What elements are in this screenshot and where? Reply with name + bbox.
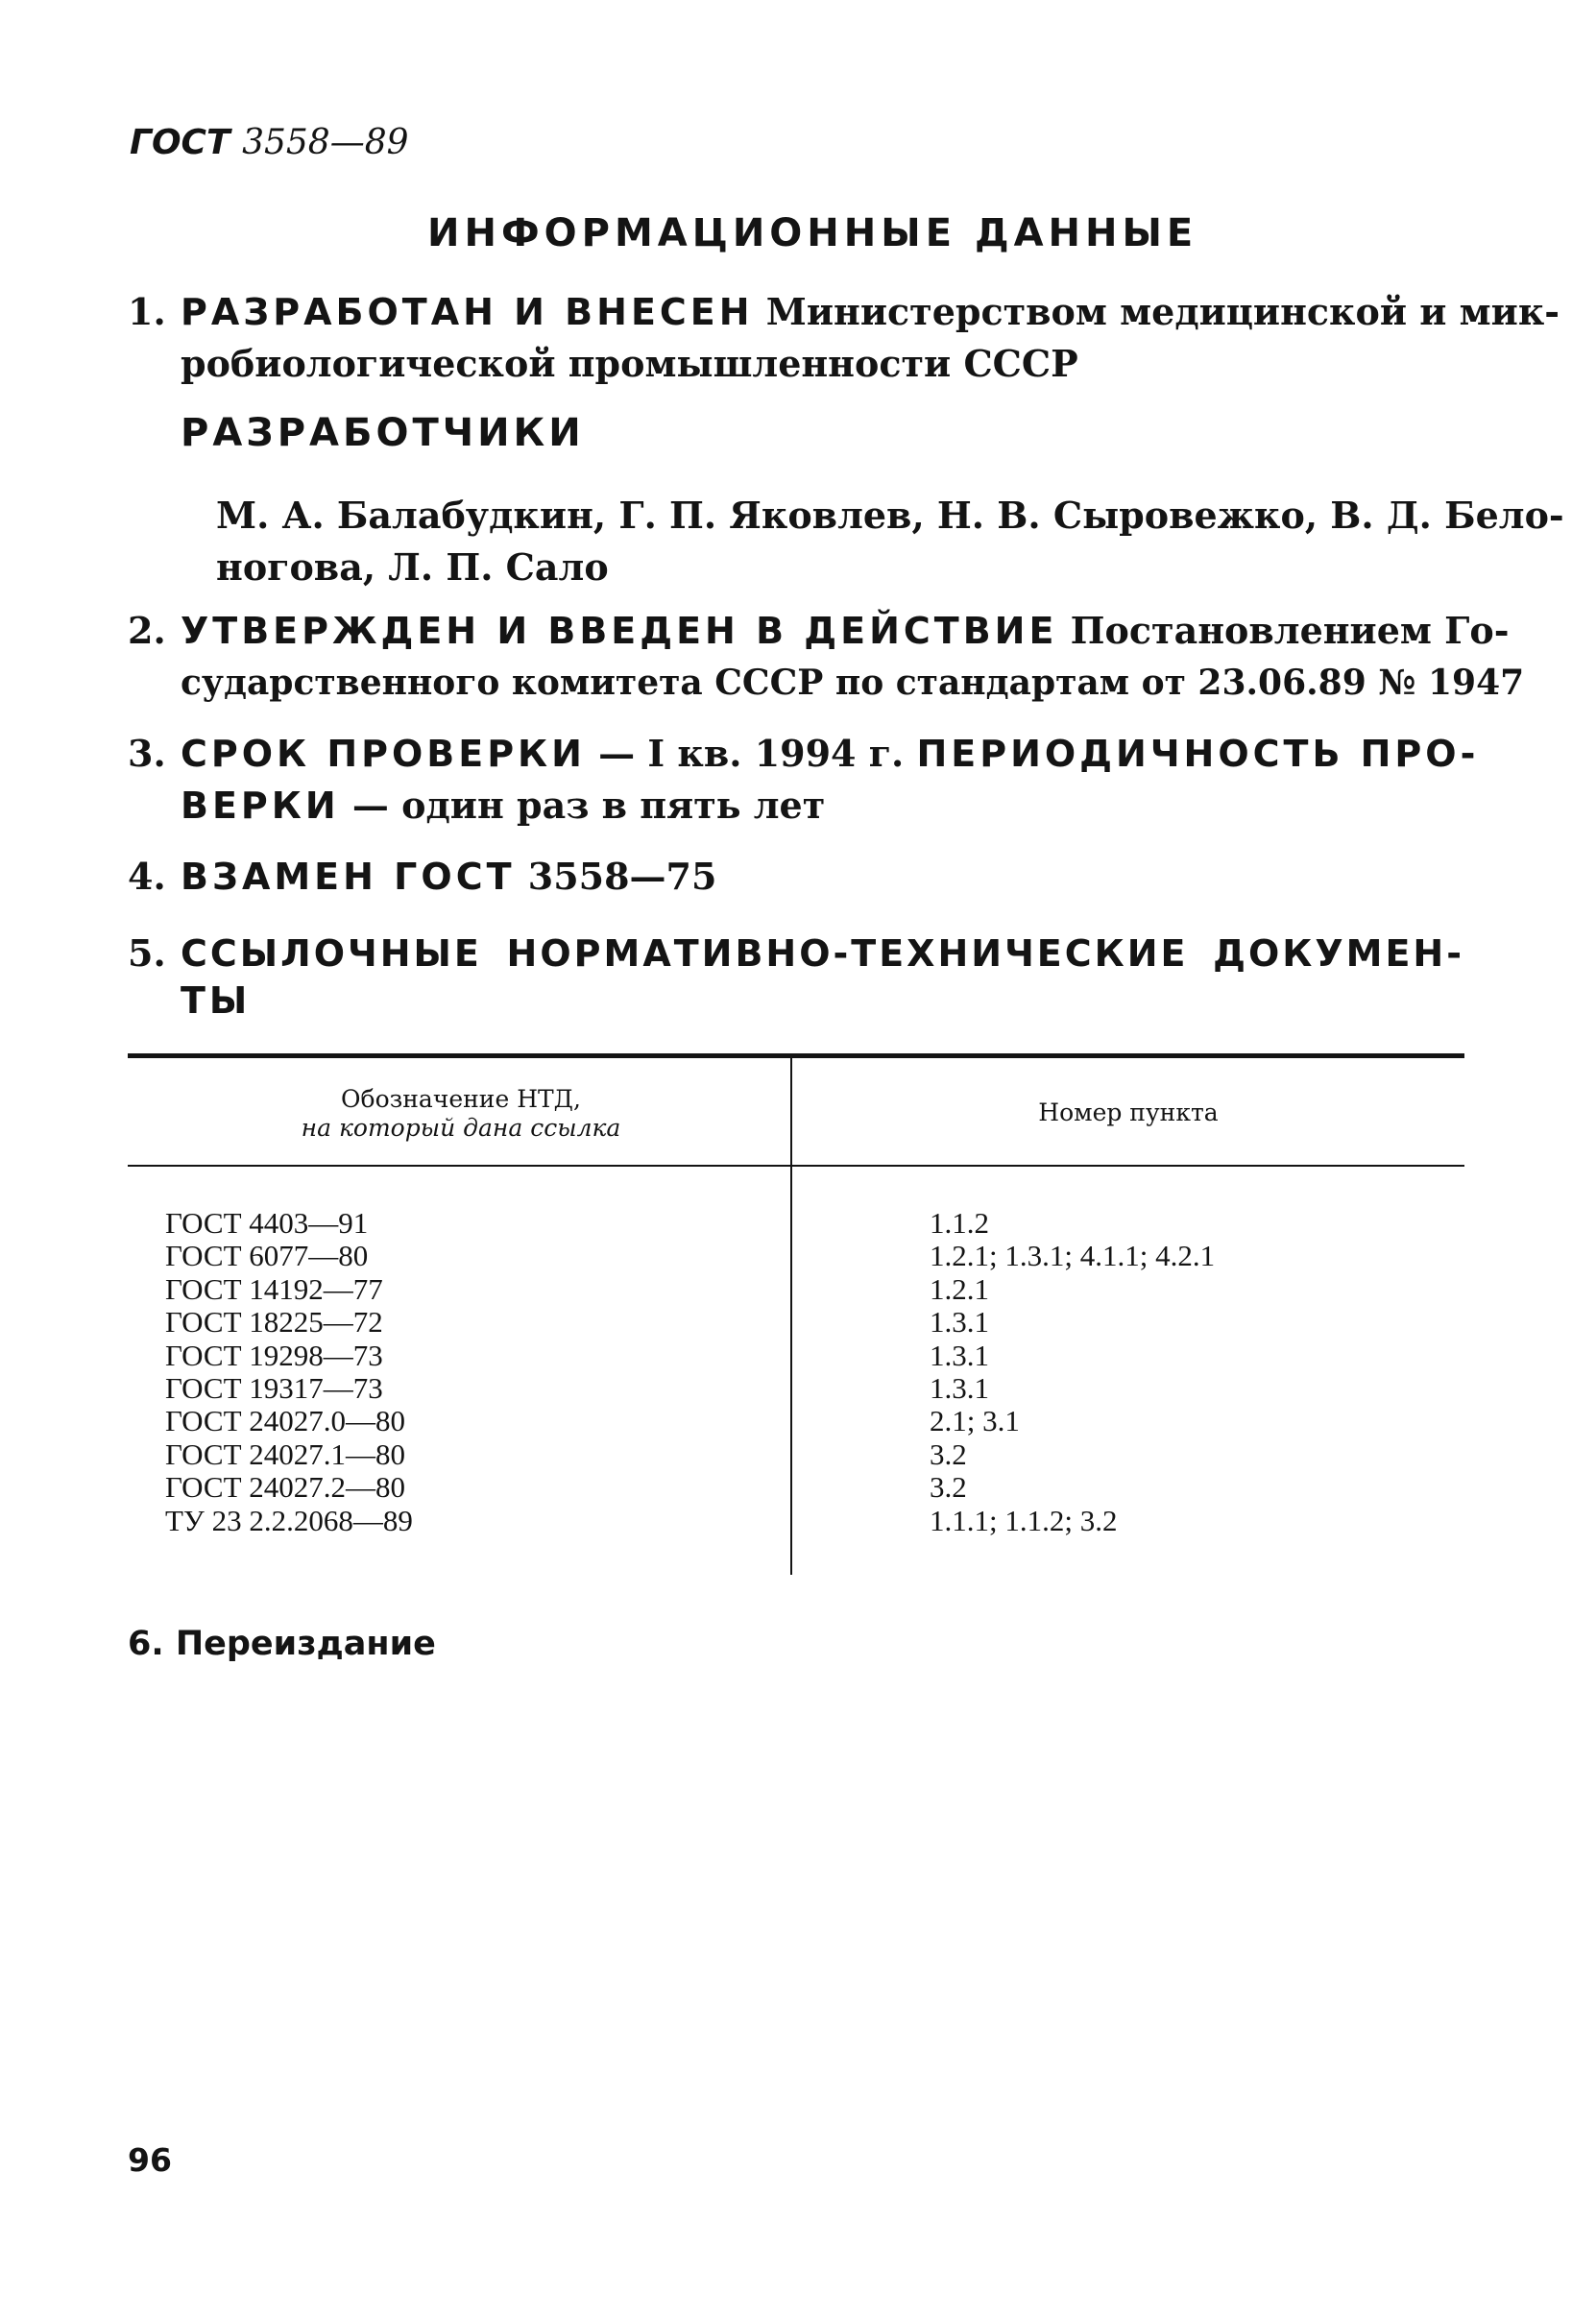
item-text: Министерством медицинской и мик- bbox=[765, 290, 1560, 333]
table-cell-doc: ТУ 23 2.2.2068—89 bbox=[165, 1503, 413, 1537]
item-3 bbox=[128, 728, 1480, 832]
table-cell-doc: ГОСТ 24027.0—80 bbox=[165, 1404, 406, 1438]
item-caps-2: ПЕРИОДИЧНОСТЬ ПРО- bbox=[916, 733, 1480, 775]
table-cell-clause: 3.2 bbox=[930, 1470, 967, 1505]
item-text: Переиздание bbox=[175, 1625, 436, 1663]
table-cell-doc: ГОСТ 4403—91 bbox=[165, 1206, 369, 1240]
item-text-2: — один раз в пять лет bbox=[351, 784, 826, 827]
item-continuation: сударственного комитета СССР по стандартам от 23.06.89 № 1947 bbox=[181, 663, 1525, 703]
item-continuation: робиологической промышленности СССР bbox=[181, 342, 1078, 385]
table-cell-doc: ГОСТ 14192—77 bbox=[165, 1271, 383, 1306]
table-cell-clause: 1.1.1; 1.1.2; 3.2 bbox=[930, 1503, 1118, 1537]
item-6 bbox=[128, 1625, 436, 1663]
table-header-clause: Номер пункта bbox=[1038, 1099, 1219, 1126]
running-head bbox=[130, 123, 409, 162]
page-number: 96 bbox=[128, 2141, 172, 2179]
table-cell-clause: 2.1; 3.1 bbox=[930, 1404, 1020, 1438]
item-caps: СРОК ПРОВЕРКИ bbox=[181, 733, 586, 775]
table-cell-clause: 1.3.1 bbox=[930, 1371, 989, 1406]
table-header-designation bbox=[134, 1085, 787, 1143]
item-number: 5. bbox=[128, 931, 166, 975]
developers-names bbox=[216, 490, 1564, 593]
item-caps: РАЗРАБОТАН И ВНЕСЕН bbox=[181, 291, 754, 333]
item-text: Постановлением Го- bbox=[1070, 609, 1510, 652]
developers-line-1: М. А. Балабудкин, Г. П. Яковлев, Н. В. Сыровежко, В. Д. Бело- bbox=[216, 494, 1564, 537]
item-number: 4. bbox=[128, 855, 166, 898]
item-caps: ВЗАМЕН ГОСТ bbox=[181, 856, 516, 898]
table-cell-doc: ГОСТ 24027.1—80 bbox=[165, 1437, 406, 1471]
table-top-rule bbox=[128, 1053, 1464, 1058]
item-text: — I кв. 1994 г. bbox=[598, 732, 905, 775]
item-4 bbox=[128, 851, 716, 903]
table-cell-clause: 1.2.1; 1.3.1; 4.1.1; 4.2.1 bbox=[930, 1239, 1216, 1273]
table-cell-clause: 1.3.1 bbox=[930, 1305, 989, 1340]
developers-heading: РАЗРАБОТЧИКИ bbox=[181, 411, 585, 455]
table-column-divider bbox=[790, 1056, 792, 1575]
page-title: ИНФОРМАЦИОННЫЕ ДАННЫЕ bbox=[427, 211, 1198, 255]
item-number: 2. bbox=[128, 609, 166, 652]
item-caps-3: ВЕРКИ bbox=[181, 785, 340, 827]
item-number: 3. bbox=[128, 732, 166, 775]
table-column-clause bbox=[930, 1207, 1215, 1537]
table-cell-clause: 3.2 bbox=[930, 1437, 967, 1471]
item-number: 6. bbox=[128, 1625, 164, 1663]
item-1 bbox=[128, 286, 1560, 390]
table-cell-doc: ГОСТ 19317—73 bbox=[165, 1371, 383, 1406]
table-cell-doc: ГОСТ 6077—80 bbox=[165, 1239, 369, 1273]
item-caps: ССЫЛОЧНЫЕ НОРМАТИВНО-ТЕХНИЧЕСКИЕ ДОКУМЕН- bbox=[181, 932, 1464, 975]
table-cell-clause: 1.1.2 bbox=[930, 1206, 989, 1240]
table-header-line-1: Обозначение НТД, bbox=[341, 1085, 581, 1113]
table-header-rule bbox=[128, 1165, 1464, 1167]
running-head-doc: ГОСТ bbox=[130, 123, 230, 162]
developers-line-2: ногова, Л. П. Сало bbox=[216, 545, 609, 589]
item-5 bbox=[128, 928, 1464, 1022]
table-cell-doc: ГОСТ 18225—72 bbox=[165, 1305, 383, 1340]
item-caps: УТВЕРЖДЕН И ВВЕДЕН В ДЕЙСТВИЕ bbox=[181, 610, 1058, 652]
item-2 bbox=[128, 605, 1525, 709]
running-head-number: 3558—89 bbox=[242, 123, 409, 162]
table-cell-doc: ГОСТ 24027.2—80 bbox=[165, 1470, 406, 1505]
table-cell-doc: ГОСТ 19298—73 bbox=[165, 1338, 383, 1372]
item-number: 1. bbox=[128, 290, 166, 333]
table-cell-clause: 1.3.1 bbox=[930, 1338, 989, 1372]
item-continuation: ТЫ bbox=[181, 979, 252, 1022]
table-column-designation bbox=[165, 1207, 413, 1537]
table-header-line-2: на который дана ссылка bbox=[301, 1114, 621, 1142]
item-text: 3558—75 bbox=[527, 855, 717, 898]
table-cell-clause: 1.2.1 bbox=[930, 1271, 989, 1306]
